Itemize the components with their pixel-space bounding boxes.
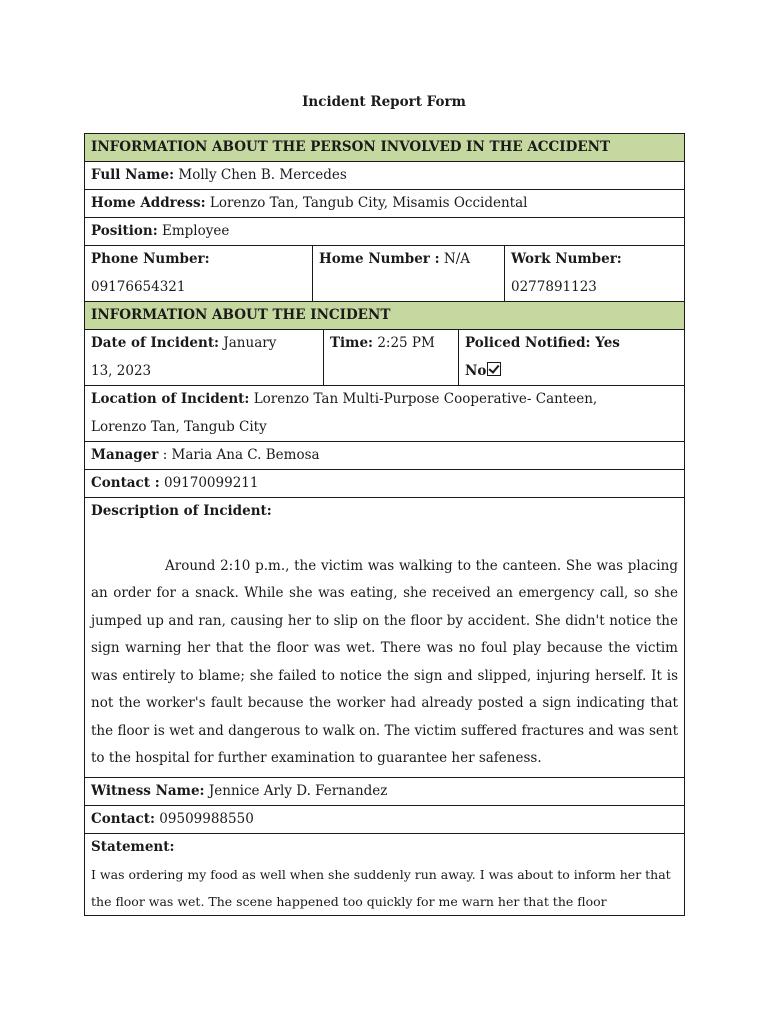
witness-row — [85, 778, 684, 806]
witness-contact-value: 09509988550 — [159, 810, 254, 827]
location-label: Location of Incident: — [91, 391, 250, 407]
home-address-value: Lorenzo Tan, Tangub City, Misamis Occidental — [209, 195, 528, 211]
location-line1: Lorenzo Tan Multi-Purpose Cooperative- Canteen, — [253, 391, 598, 407]
contact-value: 09170099211 — [163, 475, 259, 491]
description-row — [85, 498, 684, 778]
time-value: 2:25 PM — [377, 335, 435, 351]
work-number-value: 0277891123 — [511, 278, 597, 295]
incident-report-form — [84, 133, 685, 916]
person-section-header: INFORMATION ABOUT THE PERSON INVOLVED IN THE ACCIDENT — [85, 134, 684, 161]
location-line2: Lorenzo Tan, Tangub City — [91, 418, 267, 435]
full-name-row — [85, 162, 684, 190]
police-no-checkbox[interactable] — [487, 362, 501, 376]
police-no-label: No — [465, 362, 487, 379]
position-row — [85, 218, 684, 246]
position-label: Position: — [91, 223, 158, 239]
description-label: Description of Incident: — [91, 503, 272, 519]
phone-value: 09176654321 — [91, 278, 186, 295]
person-section-header-row — [85, 134, 684, 162]
home-number-cell — [312, 246, 504, 301]
date-label: Date of Incident: — [91, 335, 220, 351]
incident-section-header: INFORMATION ABOUT THE INCIDENT — [85, 302, 684, 329]
full-name-value: Molly Chen B. Mercedes — [178, 167, 347, 183]
witness-value: Jennice Arly D. Fernandez — [208, 782, 388, 799]
police-label: Policed Notified: Yes — [465, 335, 620, 351]
manager-value: : Maria Ana C. Bemosa — [162, 447, 320, 463]
home-number-value: N/A — [443, 251, 471, 267]
statement-text: I was ordering my food as well when she suddenly run away. I was about to inform her that the floor was wet. The scene happened too quickly for me warn her that the floor — [91, 867, 671, 909]
description-text: Around 2:10 p.m., the victim was walking to the canteen. She was placing an order for a snack. While she was eating, she received an emergency call, so she jumped up and ran, causing her to slip on the floor by accident. She didn't notice the sign warning her that the floor was wet. There was no foul play because the victim was entirely to blame; she failed to notice the sign and slipped, injuring herself. It is not the worker's fault because the worker had already posted a sign indicating that the floor is wet and dangerous to walk on. The victim suffered fractures and was sent to the hospital for further examination to guarantee her safeness. — [91, 557, 678, 766]
work-number-cell — [504, 246, 684, 301]
contact-label: Contact : — [91, 475, 160, 491]
date-time-police-row — [85, 330, 684, 386]
date-value-part2: 13, 2023 — [91, 362, 152, 379]
home-address-row — [85, 190, 684, 218]
full-name-label: Full Name: — [91, 167, 175, 183]
work-number-label: Work Number: — [511, 251, 622, 267]
manager-label: Manager — [91, 447, 159, 463]
phone-numbers-row — [85, 246, 684, 302]
location-row — [85, 386, 684, 442]
police-cell — [458, 330, 684, 385]
time-cell — [323, 330, 458, 385]
witness-contact-label: Contact: — [91, 810, 155, 827]
date-value-part1: January — [223, 335, 277, 351]
witness-label: Witness Name: — [91, 782, 205, 799]
incident-section-header-row — [85, 302, 684, 330]
page-title: Incident Report Form — [302, 94, 466, 110]
home-number-label: Home Number : — [319, 251, 440, 267]
date-cell — [85, 330, 323, 385]
manager-row — [85, 442, 684, 470]
contact-row — [85, 470, 684, 498]
statement-label: Statement: — [91, 838, 175, 855]
phone-label: Phone Number: — [91, 251, 210, 267]
position-value: Employee — [162, 223, 230, 239]
witness-contact-row — [85, 806, 684, 834]
statement-row — [85, 834, 684, 916]
time-label: Time: — [330, 335, 374, 351]
home-address-label: Home Address: — [91, 195, 206, 211]
phone-cell — [85, 246, 312, 301]
